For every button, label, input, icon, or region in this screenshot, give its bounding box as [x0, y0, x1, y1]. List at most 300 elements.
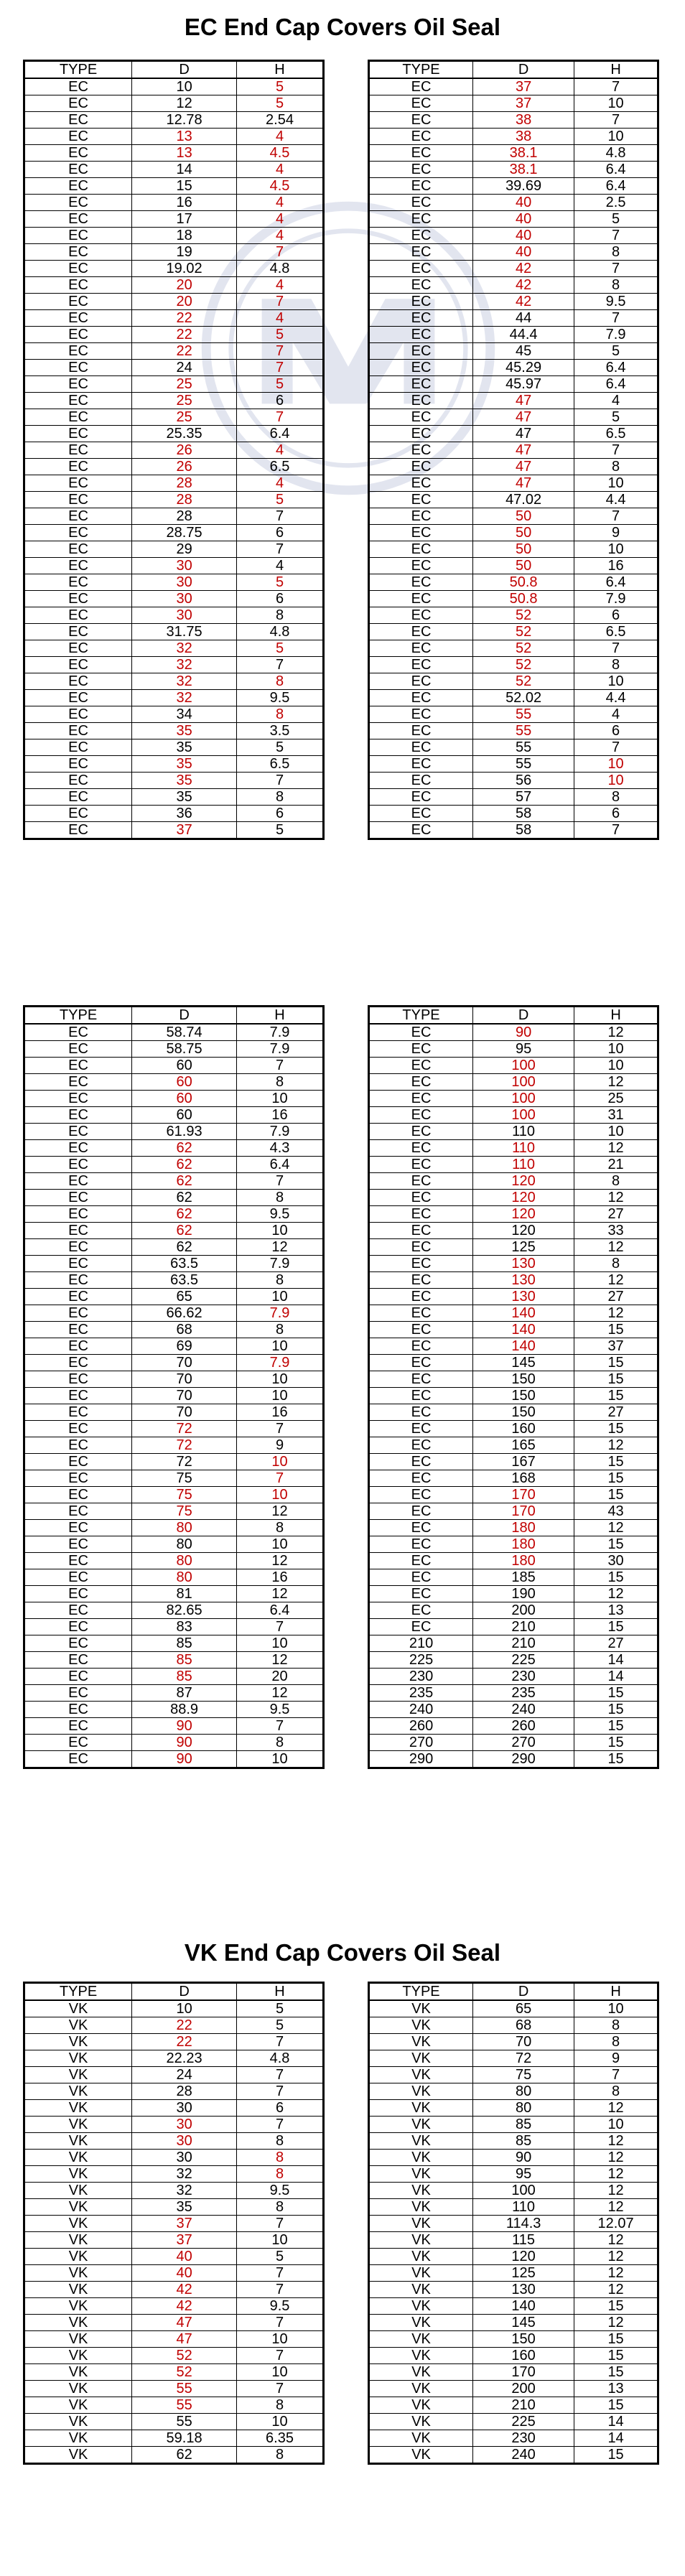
- cell-type: VK: [369, 2331, 473, 2348]
- cell-h: 4.4: [574, 690, 658, 706]
- cell-type: EC: [24, 690, 132, 706]
- cell-h: 16: [237, 1569, 324, 1586]
- cell-d: 13: [132, 145, 237, 162]
- cell-type: EC: [369, 393, 473, 409]
- cell-d: 42: [473, 277, 574, 294]
- table-row: [24, 1735, 324, 1751]
- cell-h: 6.4: [574, 574, 658, 591]
- cell-d: 85: [473, 2117, 574, 2133]
- table-row: [369, 2381, 658, 2397]
- cell-type: VK: [24, 2447, 132, 2464]
- cell-h: 10: [237, 1635, 324, 1652]
- cell-h: 7: [574, 228, 658, 244]
- cell-h: 7: [237, 1619, 324, 1635]
- cell-type: EC: [369, 1322, 473, 1338]
- table-row: [24, 2166, 324, 2183]
- cell-h: 14: [574, 1669, 658, 1685]
- table-row: [24, 244, 324, 261]
- cell-d: 62: [132, 1239, 237, 1256]
- cell-type: EC: [369, 1553, 473, 1569]
- cell-d: 68: [473, 2017, 574, 2034]
- cell-d: 25: [132, 393, 237, 409]
- cell-type: EC: [24, 228, 132, 244]
- cell-d: 37: [473, 95, 574, 112]
- cell-h: 8: [574, 277, 658, 294]
- cell-type: VK: [24, 2067, 132, 2083]
- cell-d: 210: [473, 1635, 574, 1652]
- cell-type: VK: [24, 2397, 132, 2414]
- table-row: [369, 1751, 658, 1768]
- cell-type: EC: [369, 1503, 473, 1520]
- cell-d: 22: [132, 310, 237, 327]
- cell-h: 31: [574, 1107, 658, 1124]
- cell-type: EC: [24, 426, 132, 442]
- cell-d: 31.75: [132, 624, 237, 640]
- cell-h: 7: [237, 343, 324, 360]
- cell-type: EC: [24, 1619, 132, 1635]
- cell-type: EC: [24, 739, 132, 756]
- cell-type: VK: [369, 2298, 473, 2315]
- cell-type: 260: [369, 1718, 473, 1735]
- cell-d: 225: [473, 1652, 574, 1669]
- table-row: [24, 442, 324, 459]
- cell-d: 260: [473, 1718, 574, 1735]
- cell-h: 27: [574, 1206, 658, 1223]
- table-row: [24, 2414, 324, 2430]
- cell-h: 8: [574, 1173, 658, 1190]
- cell-d: 80: [132, 1520, 237, 1536]
- cell-d: 47: [473, 442, 574, 459]
- table-row: [24, 343, 324, 360]
- cell-h: 8: [237, 789, 324, 806]
- cell-d: 42: [132, 2298, 237, 2315]
- table-row: [369, 657, 658, 673]
- cell-d: 120: [473, 1206, 574, 1223]
- cell-h: 12: [574, 1024, 658, 1041]
- column-header-d: D: [473, 1007, 574, 1025]
- table-row: [369, 1091, 658, 1107]
- cell-h: 43: [574, 1503, 658, 1520]
- cell-type: VK: [369, 2249, 473, 2265]
- cell-type: EC: [24, 1586, 132, 1602]
- table-row: [24, 756, 324, 773]
- cell-type: EC: [369, 1272, 473, 1289]
- table-row: [24, 1553, 324, 1569]
- table-row: [369, 1586, 658, 1602]
- cell-d: 40: [473, 195, 574, 211]
- cell-d: 115: [473, 2232, 574, 2249]
- cell-d: 60: [132, 1074, 237, 1091]
- column-header-h: H: [574, 1007, 658, 1025]
- cell-h: 6.5: [574, 624, 658, 640]
- cell-d: 62: [132, 2447, 237, 2464]
- table-row: [24, 2315, 324, 2331]
- cell-d: 200: [473, 1602, 574, 1619]
- table-row: [369, 1669, 658, 1685]
- cell-d: 72: [132, 1437, 237, 1454]
- vk-table-2: [368, 1982, 659, 2465]
- table-header-row: [24, 1983, 324, 2001]
- cell-h: 7: [574, 2067, 658, 2083]
- cell-type: EC: [369, 1586, 473, 1602]
- cell-type: EC: [24, 195, 132, 211]
- cell-type: EC: [369, 261, 473, 277]
- cell-type: EC: [24, 1338, 132, 1355]
- cell-d: 88.9: [132, 1702, 237, 1718]
- cell-type: EC: [24, 1569, 132, 1586]
- table-header-row: [24, 61, 324, 79]
- cell-d: 50.8: [473, 591, 574, 607]
- cell-h: 16: [574, 558, 658, 574]
- cell-h: 7: [237, 244, 324, 261]
- cell-h: 8: [237, 2166, 324, 2183]
- cell-type: EC: [369, 1388, 473, 1404]
- cell-type: EC: [24, 1107, 132, 1124]
- cell-h: 7: [237, 2216, 324, 2232]
- cell-type: EC: [369, 1569, 473, 1586]
- cell-type: EC: [24, 376, 132, 393]
- cell-h: 7: [237, 2315, 324, 2331]
- table-row: [369, 1140, 658, 1157]
- table-row: [24, 195, 324, 211]
- cell-type: EC: [369, 574, 473, 591]
- cell-type: EC: [369, 1487, 473, 1503]
- table-header-row: [24, 1007, 324, 1025]
- cell-d: 87: [132, 1685, 237, 1702]
- cell-h: 8: [574, 657, 658, 673]
- cell-type: EC: [24, 1735, 132, 1751]
- table-row: [369, 162, 658, 178]
- cell-type: EC: [24, 1041, 132, 1058]
- cell-h: 7: [574, 508, 658, 525]
- cell-type: EC: [369, 806, 473, 822]
- cell-d: 160: [473, 2348, 574, 2364]
- cell-d: 62: [132, 1206, 237, 1223]
- cell-d: 52: [473, 624, 574, 640]
- table-row: [369, 2364, 658, 2381]
- cell-h: 4: [237, 442, 324, 459]
- cell-type: EC: [24, 492, 132, 508]
- cell-d: 145: [473, 1355, 574, 1371]
- cell-d: 81: [132, 1586, 237, 1602]
- cell-type: EC: [24, 591, 132, 607]
- cell-h: 6: [237, 525, 324, 541]
- cell-d: 130: [473, 1272, 574, 1289]
- cell-type: VK: [24, 2430, 132, 2447]
- cell-d: 170: [473, 2364, 574, 2381]
- cell-d: 55: [473, 706, 574, 723]
- table-row: [369, 178, 658, 195]
- cell-d: 22: [132, 327, 237, 343]
- cell-d: 17: [132, 211, 237, 228]
- cell-h: 8: [237, 607, 324, 624]
- table-row: [24, 558, 324, 574]
- cell-type: EC: [24, 211, 132, 228]
- cell-h: 8: [237, 1272, 324, 1289]
- cell-h: 5: [237, 2000, 324, 2017]
- cell-d: 130: [473, 2282, 574, 2298]
- cell-type: EC: [24, 1173, 132, 1190]
- table-row: [369, 723, 658, 739]
- cell-d: 30: [132, 2150, 237, 2166]
- cell-d: 50: [473, 541, 574, 558]
- cell-type: VK: [24, 2331, 132, 2348]
- cell-type: EC: [24, 129, 132, 145]
- cell-type: EC: [24, 459, 132, 475]
- cell-d: 35: [132, 773, 237, 789]
- table-row: [24, 773, 324, 789]
- cell-d: 290: [473, 1751, 574, 1768]
- cell-d: 110: [473, 1157, 574, 1173]
- cell-h: 6: [574, 723, 658, 739]
- table-row: [369, 1421, 658, 1437]
- cell-type: EC: [369, 409, 473, 426]
- cell-type: VK: [369, 2265, 473, 2282]
- cell-type: EC: [24, 261, 132, 277]
- table-row: [369, 673, 658, 690]
- cell-type: 240: [369, 1702, 473, 1718]
- cell-type: VK: [369, 2447, 473, 2464]
- cell-type: EC: [24, 1487, 132, 1503]
- cell-h: 15: [574, 1619, 658, 1635]
- cell-d: 20: [132, 294, 237, 310]
- table-row: [24, 162, 324, 178]
- cell-type: VK: [369, 2150, 473, 2166]
- cell-h: 15: [574, 1702, 658, 1718]
- cell-h: 10: [574, 95, 658, 112]
- cell-type: EC: [369, 1520, 473, 1536]
- cell-h: 15: [574, 1355, 658, 1371]
- cell-type: EC: [369, 1619, 473, 1635]
- cell-h: 14: [574, 1652, 658, 1669]
- cell-type: EC: [369, 657, 473, 673]
- cell-d: 85: [132, 1669, 237, 1685]
- table-row: [369, 1404, 658, 1421]
- table-row: [369, 1503, 658, 1520]
- table-row: [24, 541, 324, 558]
- cell-d: 75: [132, 1487, 237, 1503]
- table-row: [369, 806, 658, 822]
- table-row: [369, 376, 658, 393]
- cell-d: 58.75: [132, 1041, 237, 1058]
- cell-d: 47: [473, 459, 574, 475]
- cell-h: 20: [237, 1669, 324, 1685]
- cell-type: EC: [24, 78, 132, 95]
- cell-h: 12: [237, 1503, 324, 1520]
- cell-type: EC: [369, 129, 473, 145]
- column-header-h: H: [237, 1007, 324, 1025]
- cell-type: EC: [369, 211, 473, 228]
- cell-d: 150: [473, 1404, 574, 1421]
- cell-h: 27: [574, 1289, 658, 1305]
- cell-d: 19.02: [132, 261, 237, 277]
- cell-type: VK: [369, 2133, 473, 2150]
- table-row: [369, 393, 658, 409]
- cell-type: VK: [369, 2348, 473, 2364]
- table-row: [24, 327, 324, 343]
- table-row: [24, 2133, 324, 2150]
- table-row: [24, 1421, 324, 1437]
- cell-h: 12: [574, 1074, 658, 1091]
- table-row: [369, 1454, 658, 1470]
- table-row: [369, 1206, 658, 1223]
- table-row: [369, 409, 658, 426]
- cell-h: 12: [574, 1239, 658, 1256]
- cell-h: 9: [574, 525, 658, 541]
- cell-h: 6: [237, 2100, 324, 2117]
- cell-d: 75: [473, 2067, 574, 2083]
- table-row: [24, 1437, 324, 1454]
- cell-h: 7: [237, 1470, 324, 1487]
- cell-d: 100: [473, 2183, 574, 2199]
- cell-h: 12.07: [574, 2216, 658, 2232]
- cell-d: 26: [132, 459, 237, 475]
- cell-type: EC: [24, 1206, 132, 1223]
- cell-type: EC: [369, 607, 473, 624]
- cell-type: EC: [369, 1536, 473, 1553]
- cell-h: 12: [237, 1586, 324, 1602]
- cell-type: EC: [24, 145, 132, 162]
- cell-h: 6.4: [574, 162, 658, 178]
- cell-h: 12: [574, 1437, 658, 1454]
- cell-type: EC: [24, 624, 132, 640]
- table-row: [369, 145, 658, 162]
- cell-d: 47: [473, 475, 574, 492]
- cell-d: 40: [132, 2265, 237, 2282]
- cell-h: 15: [574, 2447, 658, 2464]
- cell-type: EC: [369, 789, 473, 806]
- cell-type: EC: [369, 376, 473, 393]
- table-row: [24, 261, 324, 277]
- cell-d: 47: [473, 409, 574, 426]
- cell-d: 185: [473, 1569, 574, 1586]
- cell-d: 13: [132, 129, 237, 145]
- cell-h: 7: [237, 2265, 324, 2282]
- cell-h: 6.4: [574, 360, 658, 376]
- cell-type: 225: [369, 1652, 473, 1669]
- cell-d: 10: [132, 78, 237, 95]
- table-row: [369, 1355, 658, 1371]
- cell-d: 230: [473, 2430, 574, 2447]
- table-row: [369, 310, 658, 327]
- cell-type: EC: [24, 1421, 132, 1437]
- cell-d: 90: [473, 1024, 574, 1041]
- ec-table-3: [23, 1005, 325, 1769]
- table-row: [369, 2298, 658, 2315]
- cell-d: 30: [132, 2117, 237, 2133]
- cell-d: 150: [473, 1388, 574, 1404]
- cell-d: 28: [132, 2083, 237, 2100]
- cell-h: 7: [237, 2381, 324, 2397]
- cell-h: 7: [237, 409, 324, 426]
- cell-h: 5: [237, 78, 324, 95]
- table-row: [369, 624, 658, 640]
- cell-h: 5: [237, 574, 324, 591]
- table-row: [24, 1272, 324, 1289]
- cell-type: EC: [369, 1206, 473, 1223]
- section-title-vk: VK End Cap Covers Oil Seal: [184, 1939, 501, 1966]
- cell-d: 32: [132, 690, 237, 706]
- table-row: [369, 360, 658, 376]
- cell-h: 37: [574, 1338, 658, 1355]
- cell-type: EC: [369, 360, 473, 376]
- table-row: [24, 690, 324, 706]
- cell-type: VK: [369, 2364, 473, 2381]
- table-row: [369, 228, 658, 244]
- cell-d: 150: [473, 1371, 574, 1388]
- cell-d: 16: [132, 195, 237, 211]
- cell-d: 35: [132, 739, 237, 756]
- cell-h: 9.5: [574, 294, 658, 310]
- table-row: [24, 2000, 324, 2017]
- cell-h: 4: [237, 162, 324, 178]
- cell-h: 7: [237, 2067, 324, 2083]
- table-row: [369, 2067, 658, 2083]
- table-row: [369, 1223, 658, 1239]
- table-row: [369, 1569, 658, 1586]
- cell-h: 7: [237, 2348, 324, 2364]
- cell-d: 210: [473, 2397, 574, 2414]
- table-row: [369, 756, 658, 773]
- cell-h: 12: [574, 1140, 658, 1157]
- cell-type: EC: [24, 178, 132, 195]
- cell-type: VK: [369, 2067, 473, 2083]
- cell-type: EC: [24, 525, 132, 541]
- cell-type: EC: [24, 1702, 132, 1718]
- cell-h: 8: [237, 706, 324, 723]
- cell-d: 22.23: [132, 2050, 237, 2067]
- cell-d: 100: [473, 1107, 574, 1124]
- table-row: [369, 1536, 658, 1553]
- cell-type: VK: [369, 2414, 473, 2430]
- cell-type: EC: [24, 541, 132, 558]
- ec-table-4: [368, 1005, 659, 1769]
- cell-type: EC: [369, 195, 473, 211]
- cell-type: VK: [369, 2100, 473, 2117]
- cell-type: EC: [369, 591, 473, 607]
- cell-h: 6.4: [237, 426, 324, 442]
- cell-h: 7.9: [237, 1256, 324, 1272]
- cell-type: EC: [369, 773, 473, 789]
- cell-h: 7.9: [237, 1305, 324, 1322]
- cell-d: 28.75: [132, 525, 237, 541]
- cell-h: 7: [237, 360, 324, 376]
- table-row: [24, 2100, 324, 2117]
- cell-d: 120: [473, 2249, 574, 2265]
- table-row: [24, 1404, 324, 1421]
- table-row: [24, 1669, 324, 1685]
- cell-h: 15: [574, 2397, 658, 2414]
- table-row: [24, 2117, 324, 2133]
- cell-d: 30: [132, 607, 237, 624]
- cell-type: EC: [24, 343, 132, 360]
- cell-type: VK: [369, 2430, 473, 2447]
- cell-h: 33: [574, 1223, 658, 1239]
- cell-d: 69: [132, 1338, 237, 1355]
- cell-type: EC: [24, 640, 132, 657]
- cell-type: VK: [369, 2232, 473, 2249]
- cell-h: 12: [237, 1553, 324, 1569]
- cell-d: 61.93: [132, 1124, 237, 1140]
- table-row: [24, 2183, 324, 2199]
- table-row: [369, 1685, 658, 1702]
- cell-d: 22: [132, 2017, 237, 2034]
- cell-type: EC: [24, 1751, 132, 1768]
- table-row: [369, 2282, 658, 2298]
- cell-h: 10: [574, 1058, 658, 1074]
- table-row: [24, 1091, 324, 1107]
- cell-h: 12: [574, 2183, 658, 2199]
